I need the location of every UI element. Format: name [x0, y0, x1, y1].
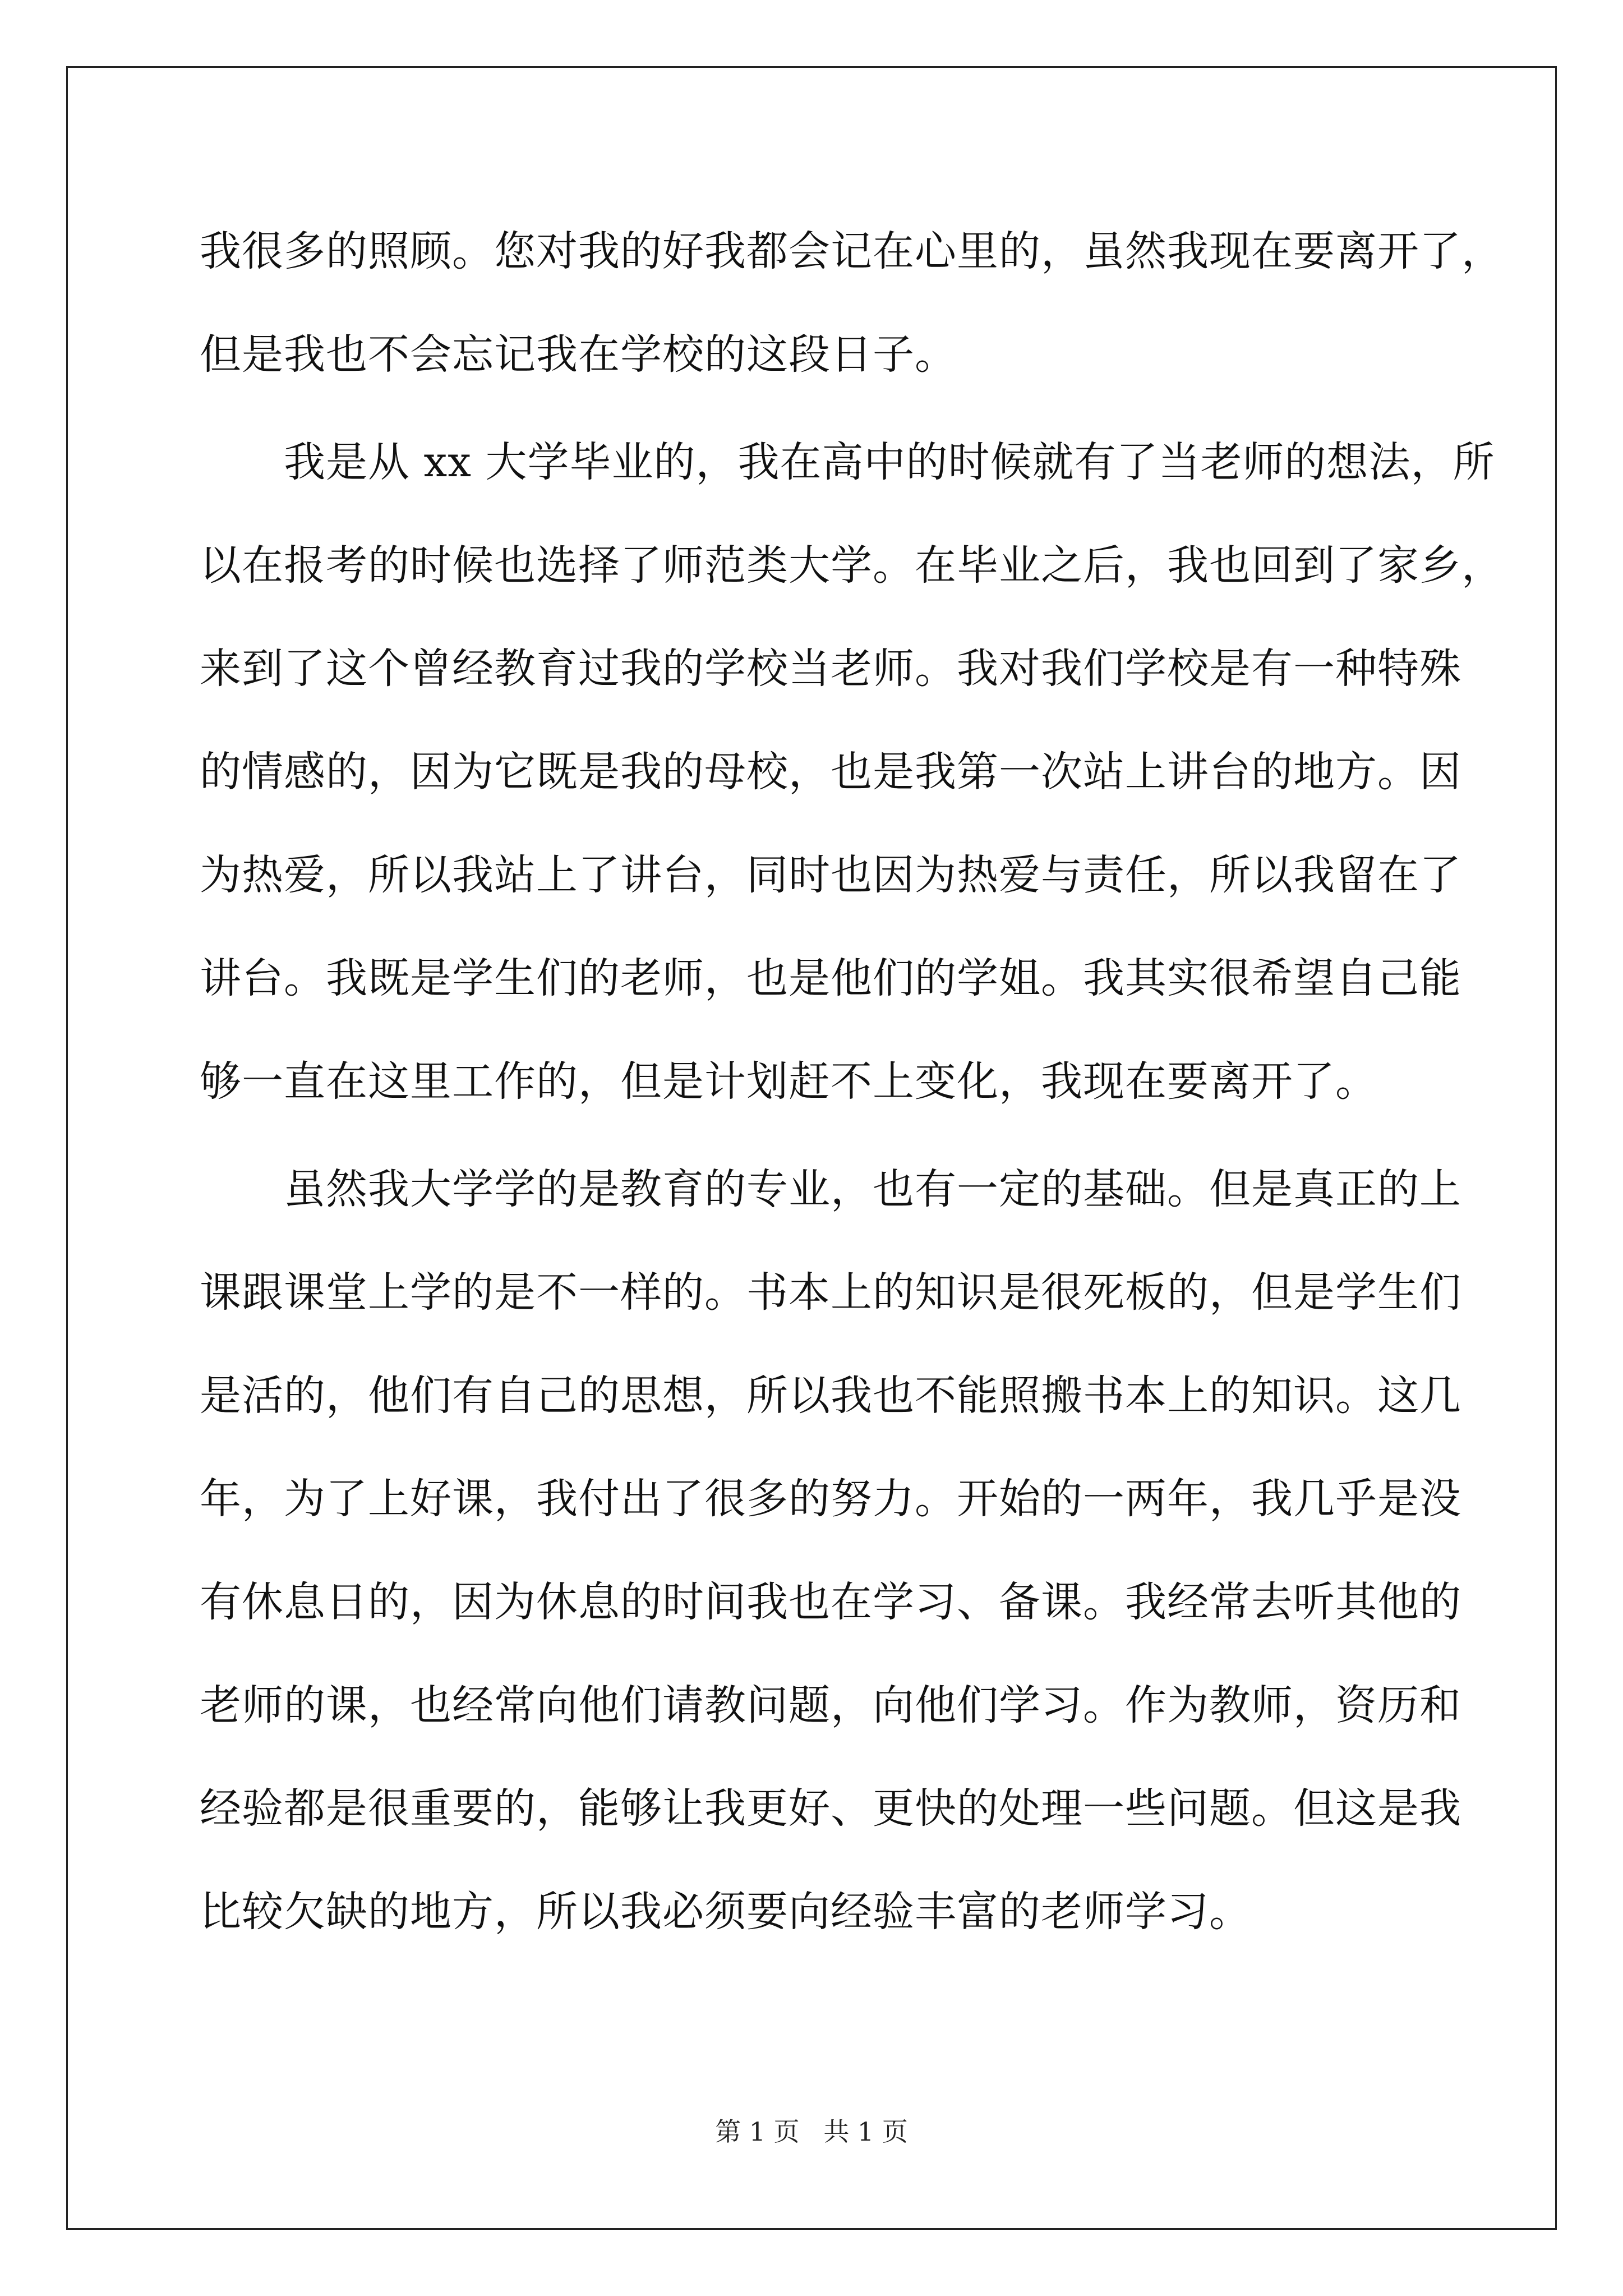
text-line: 有休息日的，因为休息的时间我也在学习、备课。我经常去听其他的 — [200, 1578, 1461, 1626]
text-line: 年，为了上好课，我付出了很多的努力。开始的一两年，我几乎是没 — [200, 1475, 1461, 1523]
text-line: 来到了这个曾经教育过我的学校当老师。我对我们学校是有一种特殊 — [200, 645, 1461, 693]
page-number: 第 1 页 — [715, 2116, 800, 2147]
text-line: 够一直在这里工作的，但是计划赶不上变化，我现在要离开了。 — [200, 1057, 1377, 1106]
text-line: 课跟课堂上学的是不一样的。书本上的知识是很死板的，但是学生们 — [200, 1268, 1461, 1317]
page-footer — [0, 2115, 1623, 2148]
text-line: 是活的，他们有自己的思想，所以我也不能照搬书本上的知识。这几 — [200, 1372, 1461, 1420]
document-body — [200, 200, 1504, 1963]
total-pages: 共 1 页 — [823, 2116, 908, 2147]
text-line: 虽然我大学学的是教育的专业，也有一定的基础。但是真正的上 — [284, 1165, 1461, 1213]
text-line: 讲台。我既是学生们的老师，也是他们的学姐。我其实很希望自己能 — [200, 954, 1461, 1002]
text-line: 我很多的照顾。您对我的好我都会记在心里的，虽然我现在要离开了， — [200, 227, 1504, 275]
text-line: 但是我也不会忘记我在学校的这段日子。 — [200, 330, 957, 379]
text-line: 为热爱，所以我站上了讲台，同时也因为热爱与责任，所以我留在了 — [200, 851, 1461, 899]
text-line: 的情感的，因为它既是我的母校，也是我第一次站上讲台的地方。因 — [200, 748, 1461, 796]
text-line: 以在报考的时候也选择了师范类大学。在毕业之后，我也回到了家乡， — [200, 541, 1504, 590]
text-line: 我是从 xx 大学毕业的，我在高中的时候就有了当老师的想法，所 — [284, 438, 1495, 486]
text-line: 比较欠缺的地方，所以我必须要向经验丰富的老师学习。 — [200, 1888, 1251, 1936]
text-line: 老师的课，也经常向他们请教问题，向他们学习。作为教师，资历和 — [200, 1681, 1461, 1729]
paragraph-1 — [200, 200, 1504, 406]
paragraph-3 — [200, 1138, 1461, 1963]
text-line: 经验都是很重要的，能够让我更好、更快的处理一些问题。但这是我 — [200, 1784, 1461, 1833]
paragraph-2 — [200, 411, 1504, 1133]
